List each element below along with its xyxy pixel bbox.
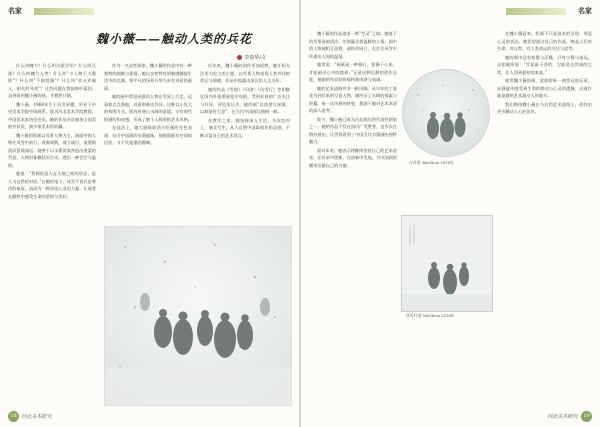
left-header-mark: 名家 xyxy=(8,6,22,15)
right-page-number: 19 xyxy=(581,411,592,422)
paragraph: 如今，魏小薇已成为河北画坛的代表性画家之一。她的作品不仅在国内广受赞誉，也多次在海外展出，让世界看到了中国当代水墨画的独特魅力。 xyxy=(309,116,397,144)
right-footer-text: 河北美术研究 xyxy=(547,414,578,420)
paragraph: 观赏魏小薇的画，犹如聆听一曲悠远的乐章，在静谧中感受到生命的律动与心灵的震撼。这或许就是她的艺术最动人的地方。 xyxy=(497,78,592,98)
paragraph: 我们期待魏小薇在今后的艺术道路上，创作出更多触动人心的佳作。 xyxy=(497,101,592,114)
paragraph: 面对未来，她表示将继续坚持自己的艺术追求，在传承中创新，在创新中发展，为中国画的繁荣贡献自己的力量。 xyxy=(309,147,397,168)
article-title: 魏小薇——触动人类的兵花 xyxy=(96,32,253,46)
paragraph: 近年来，魏小薇的创作更加成熟，她开始关注更为宏大的主题，以雪景人物表现人类共同的命运与情感，作品中流露出深沉的人文关怀。 xyxy=(200,63,290,83)
paragraph: 在魏小薇看来，绘画不只是技术的呈现，更是心灵的表达。她希望通过自己的作品，唤起人们对生命、对自然、对人类命运的关注与思考。 xyxy=(497,31,592,51)
paragraph: 魏小薇，1968年生于河北承德，毕业于中央美术学院中国画系。现为河北美术学院教授，中国美术家协会会员。她的作品多次参加全国美展并获奖，被多家美术馆收藏。 xyxy=(8,101,96,129)
header-decor-band xyxy=(34,8,94,15)
square-painting xyxy=(401,215,493,318)
paragraph: 在教学之余，她坚持深入生活，多次赴坝上、塞北写生，从大自然中汲取创作的灵感，不断丰富自己的艺术语言。 xyxy=(200,117,290,138)
right-footer xyxy=(548,411,592,422)
round-fan-painting xyxy=(403,70,489,156)
paragraph: 魏小薇的作品追求一种“空灵”之境。她笔下的雪景看似清冷，实则蕴含着温暖的人情。画中的人物或相互依偎，或结伴同行，在茫茫风雪中传递出人间的温情。 xyxy=(309,31,397,59)
paragraph: 她说：“我画的是人在天地之间的状态，是人与自然的对话。”在她的笔下，风雪不再只是寒冷的象征，而成为一种净化心灵的力量，让观者在静默中感受生命的坚韧与美好。 xyxy=(8,171,96,199)
left-text-column-2 xyxy=(104,62,192,222)
left-header xyxy=(8,6,291,18)
square-painting-caption: 风雪归途 56x36cm 2016年 xyxy=(406,313,455,318)
article-author xyxy=(237,54,266,61)
left-footer xyxy=(8,411,52,422)
paragraph: 什么叫魄力？什么叫这派学识？什么叫兵画？什么叫魄力人笑？什么叫“少入物于大奥妙”？什么叫“不抑浪漫”？什么叫“非允许阀入，相关的导戏”？这些问题在我脑海中萦回，直到看到魏小薇的画，才豁然开朗。 xyxy=(8,63,96,98)
right-page xyxy=(301,0,600,427)
paragraph: 她的艺术道路并非一帆风顺。从早年的工笔花鸟到后来的写意人物，她经历了长期的探索与积累。每一次风格的转变，都源于她对艺术本质的深入思考。 xyxy=(309,85,397,113)
header-decor-band xyxy=(506,8,566,15)
paragraph: 在技法上，她大胆吸收西方绘画的光色表现，结合中国画的水墨韵味，使画面既有空间的层次，又不失笔墨的趣味。 xyxy=(104,125,192,145)
left-text-column-1 xyxy=(8,62,96,402)
left-text-column-3 xyxy=(200,62,290,222)
round-painting-artwork xyxy=(403,70,489,156)
author-seal-icon xyxy=(237,55,242,60)
left-footer-text: 河北美术研究 xyxy=(22,414,53,420)
paragraph: 她的画中常见成群的人物在雪原上行走，远看如点点墨痕，近看则神态各异。这种以小见大的构图方式，既有传统山水画的意境，又有现代绘画的构成感，形成了她个人鲜明的艺术风格。 xyxy=(104,94,192,122)
article-title-block xyxy=(96,30,266,61)
right-header-mark: 名家 xyxy=(578,6,592,15)
paragraph: 魏小薇的绘画以雪景人物为主，画面中的人物在风雪中前行，或聚或散，或立或行，笔墨简淡而意境深远。她善于以水墨渲染营造出迷蒙的雪意，人物形象概括而生动，透出一种苍茫与温情。 xyxy=(8,132,96,168)
round-painting-block xyxy=(401,30,491,210)
right-text-column-1 xyxy=(309,30,397,400)
round-painting-caption: 吉祥图 38x38cm 2016年 xyxy=(409,160,454,165)
painting-artwork xyxy=(105,227,291,405)
right-header xyxy=(309,6,592,18)
square-painting-artwork xyxy=(402,216,492,311)
right-text-column-2 xyxy=(497,30,592,400)
paragraph: 她的作品《雪韵》《归途》《风雪行》等相继在国内外重要展览中亮相，受到业界的广泛关注与好评。评论家认为，她的画“以淡墨写深情，以简笔传大意”，在当代中国画坛独树一帜。 xyxy=(200,86,290,114)
paragraph: 她的画中没有喧嚣与浮躁，只有宁静与深远。正如她所说：“雪是最干净的，它能洗去世间的尘埃，让人回到最初的本真。” xyxy=(497,54,592,75)
left-page-number: 18 xyxy=(8,411,19,422)
left-page xyxy=(0,0,299,427)
paragraph: 作为一名女性画家，魏小薇的作品中有一种独特的细腻与柔情。她以女性特有的敏感捕捉生活中的点滴，将平凡的场景升华为具有诗意的画面。 xyxy=(104,63,192,91)
paragraph: 她常说：“画画是一种修行，要静下心来，才能画出心中的境界。”正是这种沉静的创作态度，使她的作品始终保持着纯净与真诚。 xyxy=(309,62,397,82)
snow-figures-painting xyxy=(104,226,292,406)
author-name: 李春华/文 xyxy=(244,55,266,61)
